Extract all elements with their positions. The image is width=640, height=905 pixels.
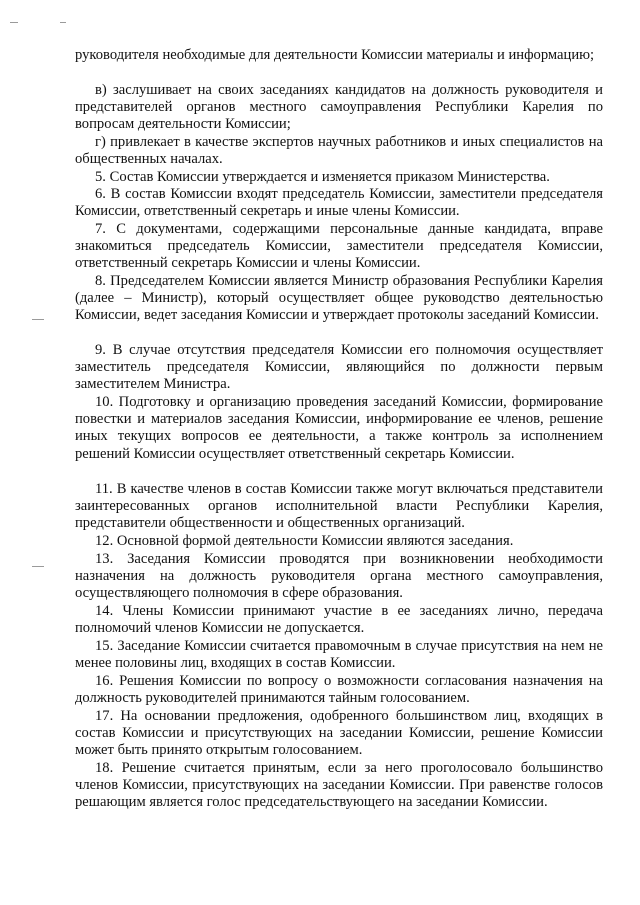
paragraph: 8. Председателем Комиссии является Министр образования Республики Карелия (далее – Министр), который осуществляет общее руководство деятельностью Комиссии, ведет заседания Комиссии и утверждает протоколы заседаний Комиссии. bbox=[75, 273, 603, 324]
paragraph: 15. Заседание Комиссии считается правомочным в случае присутствия на нем не менее половины лиц, входящих в состав Комиссии. bbox=[75, 638, 603, 672]
paragraph: 11. В качестве членов в состав Комиссии также могут включаться представители заинтересованных органов исполнительной власти Республики Карелия, представители общественности и общественных организаций. bbox=[75, 481, 603, 532]
scan-mark bbox=[32, 319, 44, 320]
paragraph: 16. Решения Комиссии по вопросу о возможности согласования назначения на должность руководителей принимаются тайным голосованием. bbox=[75, 673, 603, 707]
paragraph: 18. Решение считается принятым, если за него проголосовало большинство членов Комиссии, присутствующих на заседании Комиссии. При равенстве голосов решающим является голос председательствующего на заседании Комиссии. bbox=[75, 760, 603, 811]
paragraph: 14. Члены Комиссии принимают участие в ее заседаниях лично, передача полномочий членов Комиссии не допускается. bbox=[75, 603, 603, 637]
paragraph: 6. В состав Комиссии входят председатель Комиссии, заместители председателя Комиссии, ответственный секретарь и иные члены Комиссии. bbox=[75, 186, 603, 220]
paragraph: г) привлекает в качестве экспертов научных работников и иных специалистов на общественных началах. bbox=[75, 134, 603, 168]
paragraph: в) заслушивает на своих заседаниях кандидатов на должность руководителя и представителей органов местного самоуправления Республики Карелия по вопросам деятельности Комиссии; bbox=[75, 82, 603, 133]
paragraph: 12. Основной формой деятельности Комиссии являются заседания. bbox=[95, 533, 514, 549]
paragraph: 13. Заседания Комиссии проводятся при возникновении необходимости назначения на должность руководителя органа местного самоуправления, осуществляющего полномочия в сфере образования. bbox=[75, 551, 603, 602]
paragraph: руководителя необходимые для деятельности Комиссии материалы и информацию; bbox=[75, 47, 595, 63]
paragraph: 10. Подготовку и организацию проведения заседаний Комиссии, формирование повестки и материалов заседания Комиссии, информирование ее членов, решение иных текущих вопросов ее деятельности, а также контроль за исполнением решений Комиссии осуществляет ответственный секретарь Комиссии. bbox=[75, 394, 603, 462]
paragraph: 17. На основании предложения, одобренного большинством лиц, входящих в состав Комиссии и присутствующих на заседании Комиссии, решение Комиссии может быть принято открытым голосованием. bbox=[75, 708, 603, 759]
paragraph: 5. Состав Комиссии утверждается и изменяется приказом Министерства. bbox=[95, 169, 550, 185]
scan-mark bbox=[60, 22, 66, 23]
scan-mark bbox=[10, 22, 18, 23]
paragraph: 7. С документами, содержащими персональные данные кандидата, вправе знакомиться председатель Комиссии, заместители председателя Комиссии, ответственный секретарь Комиссии и члены Комиссии. bbox=[75, 221, 603, 272]
scan-mark bbox=[32, 566, 44, 567]
paragraph: 9. В случае отсутствия председателя Комиссии его полномочия осуществляет заместитель председателя Комиссии, являющийся по должности первым заместителем Министра. bbox=[75, 342, 603, 393]
